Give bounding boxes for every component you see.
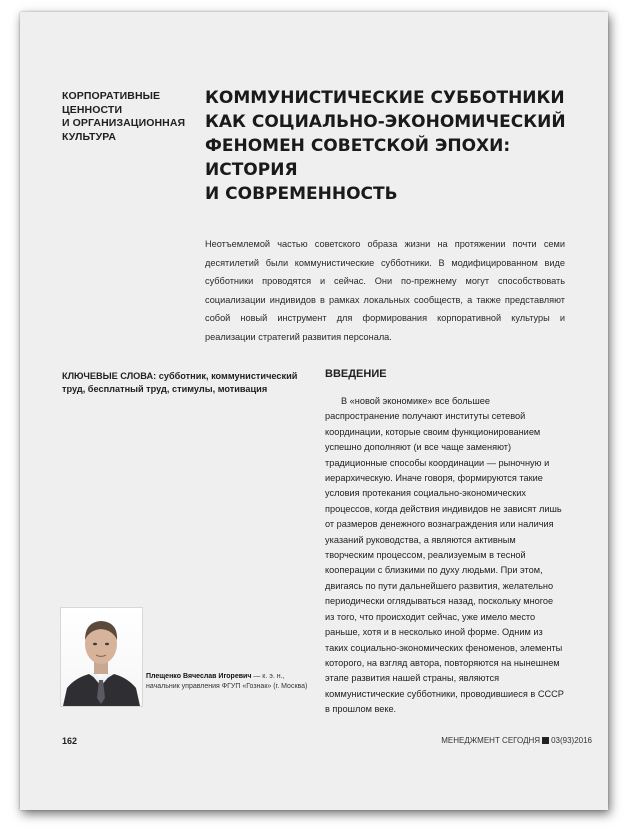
- journal-footer: [441, 736, 592, 745]
- keywords: [62, 370, 312, 395]
- page-number: 162: [62, 736, 78, 746]
- article-title: [205, 86, 575, 206]
- intro-heading: ВВЕДЕНИЕ: [325, 368, 387, 380]
- section-label: [62, 90, 202, 144]
- author-info: [146, 672, 316, 692]
- section-label-line: И ОРГАНИЗАЦИОННАЯ: [62, 117, 186, 129]
- square-bullet-icon: [542, 737, 549, 744]
- keywords-text: субботник, коммунистический труд, бесплатный труд, стимулы, мотивация: [62, 371, 298, 394]
- journal-name: МЕНЕДЖМЕНТ СЕГОДНЯ: [441, 736, 541, 745]
- title-line: И СОВРЕМЕННОСТЬ: [205, 184, 398, 204]
- keywords-label: КЛЮЧЕВЫЕ СЛОВА:: [62, 371, 157, 381]
- abstract: Неотъемлемой частью советского образа жизни на протяжении почти семи десятилетий были коммунистические субботники. В модифицированном виде субботники проводятся и сейчас. Они по-прежнему могут способствовать социализации индивидов в рамках локальных сообществ, а также представляют собой новый инструмент для формирования корпоративной культуры и реализации стратегий развития персонала.: [205, 239, 565, 342]
- title-line: КОММУНИСТИЧЕСКИЕ СУББОТНИКИ: [205, 88, 565, 108]
- section-label-line: ЦЕННОСТИ: [62, 103, 123, 116]
- author-name: Плещенко Вячеслав Игоревич: [146, 673, 252, 680]
- author-details: — к. э. н., начальник управления ФГУП «Гознак» (г. Москва): [146, 673, 308, 690]
- title-line: КАК СОЦИАЛЬНО-ЭКОНОМИЧЕСКИЙ: [205, 112, 566, 132]
- section-label-line: КУЛЬТУРА: [62, 130, 117, 143]
- author-portrait-image: [61, 608, 142, 706]
- section-label-line: КОРПОРАТИВНЫЕ: [62, 90, 161, 102]
- journal-issue: 03(93)2016: [551, 736, 592, 745]
- intro-text: В «новой экономике» все большее распространение получают институты сетевой координации, которые своим функционированием успешно дополняют (и все чаще заменяют) традиционные способы координации — рыночную и иерархическую. Иначе говоря, формируются такие условия протекания социально-экономических процессов, когда действия индивидов не зависят лишь от размеров денежного вознаграждения или наличия указаний руководства, а являются активным творческим процессом, реализуемым в тесной кооперации с близкими по духу людьми. При этом, двигаясь по пути дальнейшего развития, желательно периодически оглядываться назад, поскольку многое из того, что происходит сейчас, уже имело место раньше, хотя и в несколько иной форме. Одним из таких социально-экономических феноменов, элементы которого, на взгляд автора, повторяются на нынешнем этапе развития нашей страны, являются коммунистические субботники, проводившиеся в СССР в прошлом веке.: [325, 396, 564, 715]
- title-line: ФЕНОМЕН СОВЕТСКОЙ ЭПОХИ: ИСТОРИЯ: [205, 136, 511, 180]
- author-photo: [60, 607, 143, 707]
